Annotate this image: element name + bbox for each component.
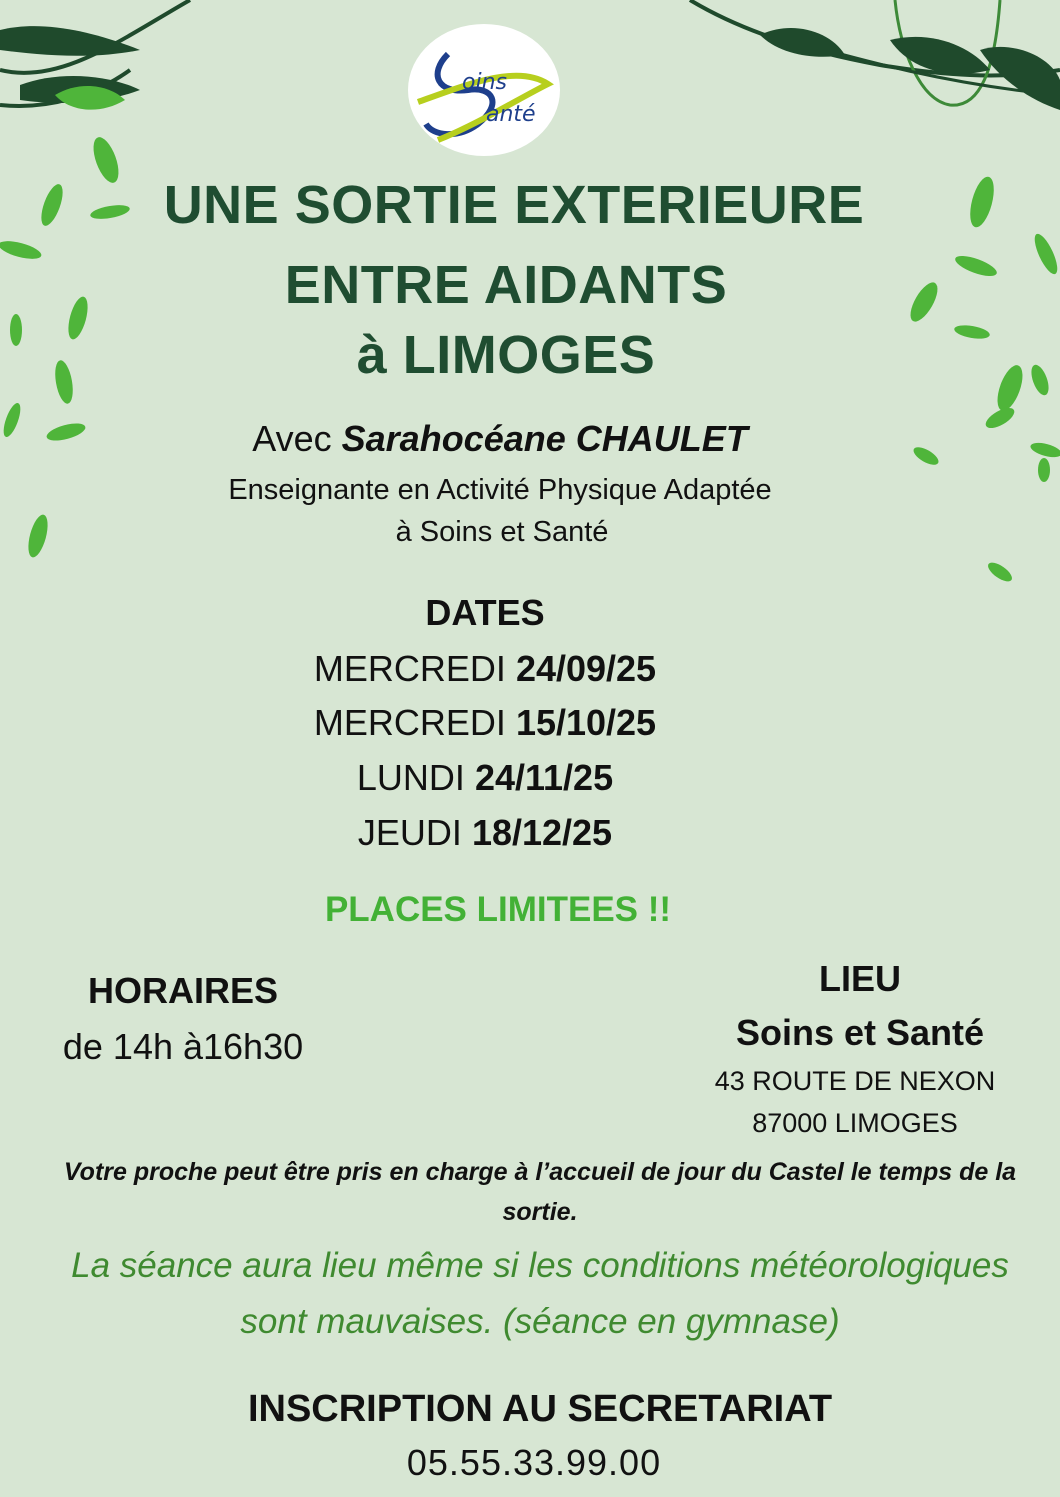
dates-heading: DATES [425, 592, 545, 633]
horaires-value: de 14h à16h30 [62, 1026, 304, 1067]
date-value: 24/11/25 [474, 757, 614, 798]
date-item [0, 648, 970, 690]
weather-note-line-1: La séance aura lieu même si les conditions météorologiques [71, 1246, 1009, 1285]
date-item [0, 702, 970, 744]
date-day: LUNDI [356, 757, 475, 798]
date-value: 24/09/25 [515, 648, 657, 689]
soins-sante-logo [408, 24, 560, 156]
limited-places-notice: PLACES LIMITEES !! [324, 890, 672, 929]
weather-note [10, 1238, 1060, 1350]
horaires-heading: HORAIRES [87, 970, 279, 1011]
date-day: JEUDI [357, 812, 472, 853]
logo-text-line1: oins [462, 70, 507, 95]
date-day: MERCREDI [313, 648, 516, 689]
lieu-address-line-2: 87000 LIMOGES [752, 1108, 958, 1138]
lieu-name: Soins et Santé [735, 1012, 985, 1053]
date-day: MERCREDI [313, 702, 516, 743]
speaker-role-line-1: Enseignante en Activité Physique Adaptée [228, 474, 772, 506]
date-item [0, 812, 970, 854]
speaker-role-line-2: à Soins et Santé [395, 516, 609, 548]
lieu-heading: LIEU [818, 958, 901, 999]
speaker-prefix: Avec [252, 418, 342, 459]
date-value: 15/10/25 [515, 702, 657, 743]
title-line-1: UNE SORTIE EXTERIEURE [163, 175, 865, 235]
date-item [0, 757, 970, 799]
title-line-2: ENTRE AIDANTS [284, 255, 728, 315]
care-note: Votre proche peut être pris en charge à l’accueil de jour du Castel le temps de la sortie. [63, 1158, 1017, 1226]
speaker-line [0, 418, 1000, 460]
registration-label: INSCRIPTION AU SECRETARIAT [247, 1388, 833, 1430]
date-value: 18/12/25 [471, 812, 613, 853]
title-line-3: à LIMOGES [356, 325, 656, 385]
registration-phone: 05.55.33.99.00 [406, 1442, 662, 1483]
logo-text-line2: anté [486, 102, 536, 127]
weather-note-line-2: sont mauvaises. (séance en gymnase) [240, 1302, 840, 1341]
speaker-name: Sarahocéane CHAULET [341, 418, 748, 459]
lieu-address-line-1: 43 ROUTE DE NEXON [714, 1066, 996, 1096]
